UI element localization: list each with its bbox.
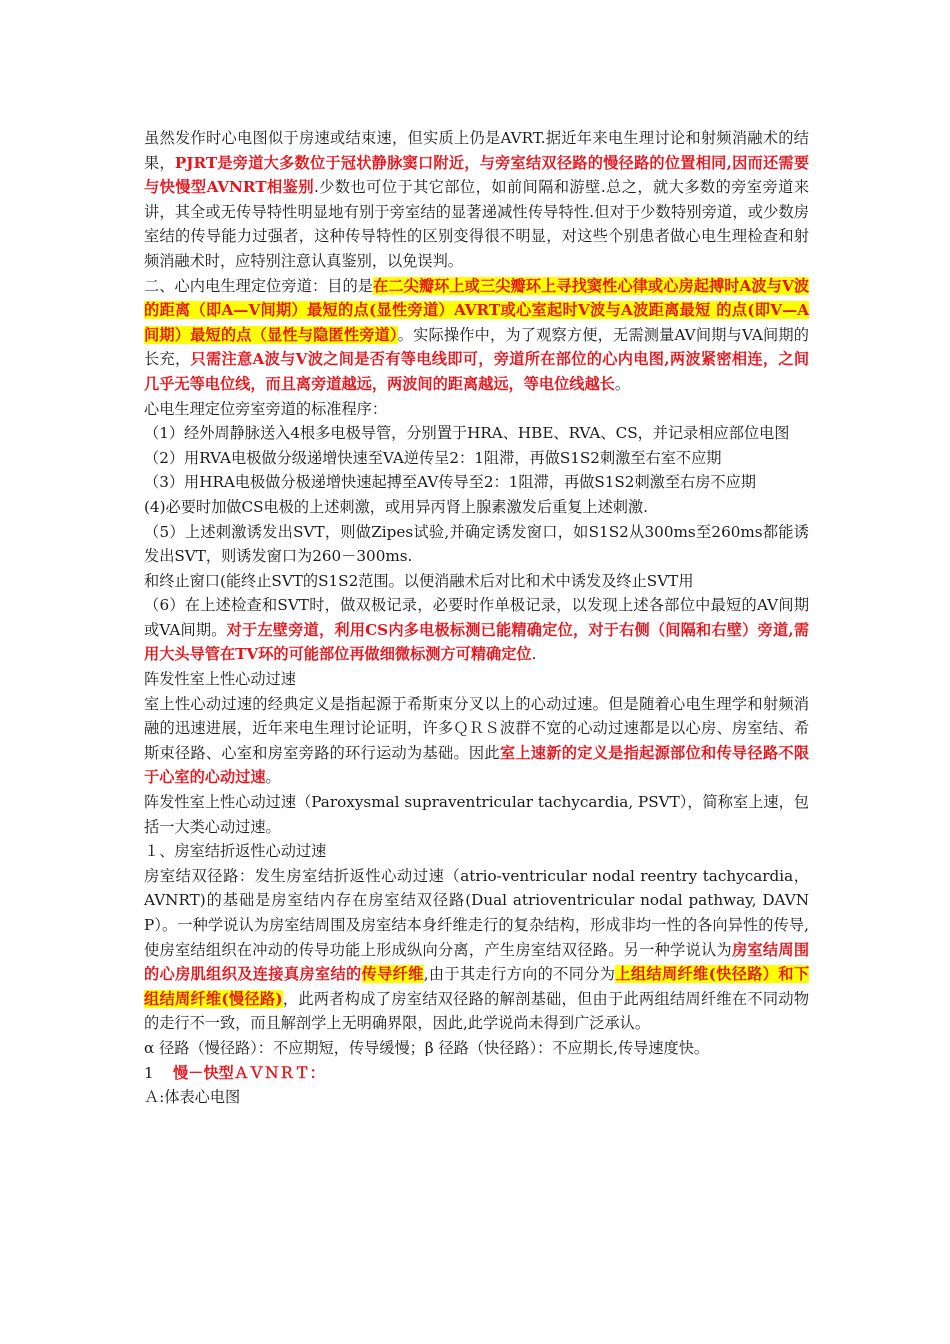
subheading-surface-ecg: Ａ:体表心电图 [144,1088,241,1107]
emphasis-text: 室上速新的定义是指起源部位和传导径路不限于心室的心动过速 [144,743,810,787]
paragraph-psvt: 阵发性室上性心动过速（Paroxysmal supraventricular tachycardia, PSVT），简称室上速，包括一大类心动过速。 [144,793,809,836]
subheading-slow-fast: 1 慢－快型ＡＶＮＲＴ： [144,1063,325,1082]
emphasis-text: PJRT是旁道大多数位于冠状静脉窦口附近，与旁室结双径路的慢径路的位置相同,因而还需要与快慢型AVNRT相鉴别 [144,153,810,197]
paragraph-pjrt: 虽然发作时心电图似于房速或结束速，但实质上仍是AVRT.据近年来电生理讨论和射频消融术的结果，PJRT是旁道大多数位于冠状静脉窦口附近，与旁室结双径路的慢径路的位置相同,因而还需要与快慢型AVNRT相鉴别.少数也可位于其它部位，如前间隔和游壁.总之，就大多数的旁室旁道来讲，其全或无传导特性明显地有别于旁室结的显著递减性传导特性.但对于少数特别旁道，或少数房室结的传导能力过强者，这种传导特性的区别变得很不明显，对这些个别患者做心电生理检查和射频消融术时，应特别注意认真鉴别，以免误判。 [144,129,810,270]
procedure-heading: 心电生理定位旁室旁道的标准程序： [144,399,387,418]
emphasis-text: 只需注意A波与V波之间是否有等电线即可，旁道所在部位的心内电图,两波紧密相连，之间几乎无等电位线，而且离旁道越远，两波间的距离越远，等电位线越长 [144,350,810,393]
emphasis-text: 对于左壁旁道，利用CS内多电极标测已能精确定位，对于右侧（间隔和右壁）旁道,需用大头导管在TV环的可能部位再做细微标测方可精确定位 [144,620,810,664]
highlighted-text: 在二尖瓣环上或三尖瓣环上寻找窦性心律或心房起搏时A波与V波的距离（即A—V间期）最短的点(显性旁道）AVRT或心室起时V波与A波距离最短 的点(即V—A间期）最短的点（显性与隐匿性旁道） [144,276,810,344]
emphasis-text: 房室结周围的心房肌组织及连接真房室结的 [144,940,810,984]
paragraph-pathways: α 径路（慢径路）：不应期短，传导缓慢；β 径路（快径路）：不应期长,传导速度快。 [144,1038,710,1057]
procedure-step-5b: 和终止窗口(能终止SVT的S1S2范围。以便消融术后对比和术中诱发及终止SVT用 [144,571,694,590]
paragraph-dual-pathway: 房室结双径路：发生房室结折返性心动过速（atrio-ventricular nodal reentry tachycardia， AVNRT)的基础是房室结内存在房室结双径路(Dual atrioventricular nodal pathway, DAVNP）。一种学说认为房室结周围及房室结本身纤维走行的复杂结构，形成非均一性的各向异性的传导,使房室结组织在冲动的传导功能上形成纵向分离，产生房室结双径路。另一种学说认为房室结周围的心房肌组织及连接真房室结的传导纤维,由于其走行方向的不同分为上组结周纤维(快径路）和下组结周纤维(慢径路)，此两者构成了房室结双径路的解剖基础，但由于此两组结周纤维在不同动物的走行不一致，而且解剖学上无明确界限，因此,此学说尚未得到广泛承认。 [144,866,810,1033]
document-body [144,126,809,1110]
procedure-step-4: (4)必要时加做CS电极的上述刺激，或用异丙肾上腺素激发后重复上述刺激. [144,497,648,516]
paragraph-localization: 二、心内电生理定位旁道：目的是在二尖瓣环上或三尖瓣环上寻找窦性心律或心房起搏时A波与V波的距离（即A—V间期）最短的点(显性旁道）AVRT或心室起时V波与A波距离最短 的点(即V—A间期）最短的点（显性与隐匿性旁道）。实际操作中，为了观察方便，无需测量AV间期与VA间期的长充，只需注意A波与V波之间是否有等电线即可，旁道所在部位的心内电图,两波紧密相连，之间几乎无等电位线，而且离旁道越远，两波间的距离越远，等电位线越长。 [144,276,810,393]
paragraph-definition: 室上性心动过速的经典定义是指起源于希斯束分叉以上的心动过速。但是随着心电生理学和射频消融的迅速进展，近年来电生理讨论证明，许多ＱＲＳ波群不宽的心动过速都是以心房、房室结、希斯束径路、心室和房室旁路的环行运动为基础。因此室上速新的定义是指起源部位和传导径路不限于心室的心动过速。 [144,694,810,787]
highlighted-text: 传导纤维 [361,965,424,984]
section-title-psvt: 阵发性室上性心动过速 [144,670,296,689]
procedure-step-2: （2）用RVA电极做分级递增快速至VA逆传呈2：1阻滞，再做S1S2刺激至右室不应期 [144,448,722,467]
procedure-step-6: （6）在上述检查和SVT时，做双极记录，必要时作单极记录，以发现上述各部位中最短的AV间期或VA间期。对于左壁旁道，利用CS内多电极标测已能精确定位，对于右侧（间隔和右壁）旁道,需用大头导管在TV环的可能部位再做细微标测方可精确定位. [144,596,810,664]
subsection-title-avnrt: １、房室结折返性心动过速 [144,842,327,861]
procedure-step-1: （1）经外周静脉送入4根多电极导管，分别置于HRA、HBE、RVA、CS，并记录相应部位电图 [144,424,790,443]
procedure-step-3: （3）用HRA电极做分极递增快速起搏至AV传导至2：1阻滞，再做S1S2刺激至右房不应期 [144,473,756,492]
highlighted-text: 上组结周纤维(快径路）和下组结周纤维(慢径路) [144,965,810,1008]
procedure-step-5: （5）上述刺激诱发出SVT，则做Zipes试验,并确定诱发窗口，如S1S2从300ms至260ms都能诱发出SVT，则诱发窗口为260－300ms. [144,522,809,566]
